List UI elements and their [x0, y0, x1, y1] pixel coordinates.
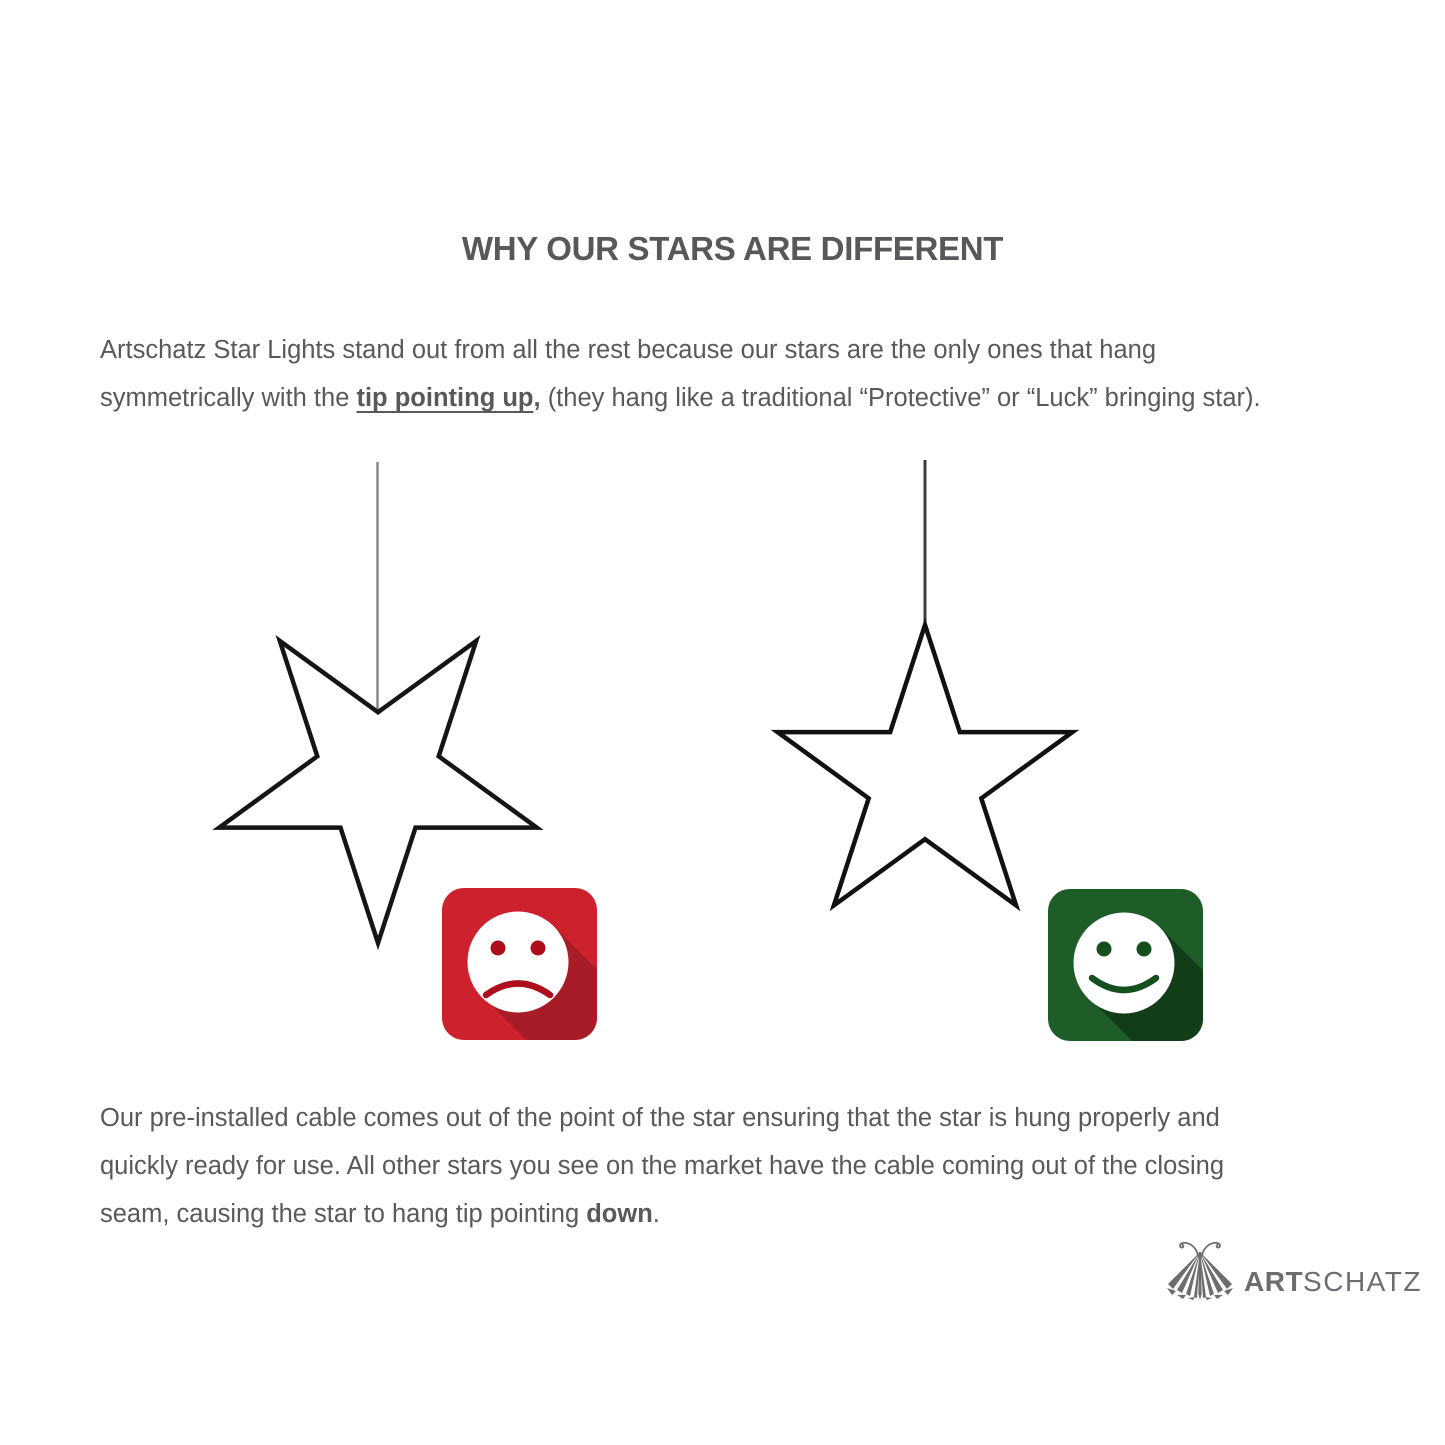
happy-left-eye: [1097, 942, 1112, 957]
intro-line-2-comma: ,: [533, 384, 541, 412]
intro-paragraph: [100, 326, 1261, 422]
sad-face-circle: [468, 912, 569, 1013]
brand-logo: [1164, 1236, 1424, 1306]
sad-right-eye: [531, 941, 546, 956]
happy-face-circle: [1074, 913, 1175, 1014]
moth-icon: [1164, 1238, 1236, 1302]
happy-right-eye: [1137, 942, 1152, 957]
intro-line-2-pre: symmetrically with the: [100, 384, 357, 412]
star-tip-up: [778, 625, 1073, 905]
brand-wordmark-bold: ART: [1244, 1266, 1304, 1297]
happy-face-icon: [1048, 889, 1203, 1041]
outro-line-2: quickly ready for use. All other stars you see on the market have the cable coming out of the closing: [100, 1152, 1225, 1180]
brand-wordmark-light: SCHATZ: [1303, 1266, 1422, 1297]
outro-paragraph: [100, 1094, 1224, 1238]
intro-line-1: Artschatz Star Lights stand out from all the rest because our stars are the only ones that hang: [100, 336, 1156, 364]
outro-line-3-post: .: [652, 1200, 660, 1228]
sad-left-eye: [491, 941, 506, 956]
outro-line-1: Our pre-installed cable comes out of the point of the star ensuring that the star is hung properly and: [100, 1104, 1220, 1132]
intro-line-2-post: (they hang like a traditional “Protective” or “Luck” bringing star).: [540, 384, 1261, 412]
tip-pointing-up-emphasis: tip pointing up: [356, 384, 534, 412]
sad-face-icon: [442, 888, 597, 1040]
page-title: WHY OUR STARS ARE DIFFERENT: [461, 230, 1004, 267]
down-emphasis: down: [586, 1200, 653, 1228]
outro-line-3-pre: seam, causing the star to hang tip pointing: [100, 1200, 587, 1228]
outro-line-3: [100, 1190, 1224, 1238]
brand-wordmark: [1244, 1266, 1422, 1298]
intro-line-2: [100, 374, 1261, 422]
